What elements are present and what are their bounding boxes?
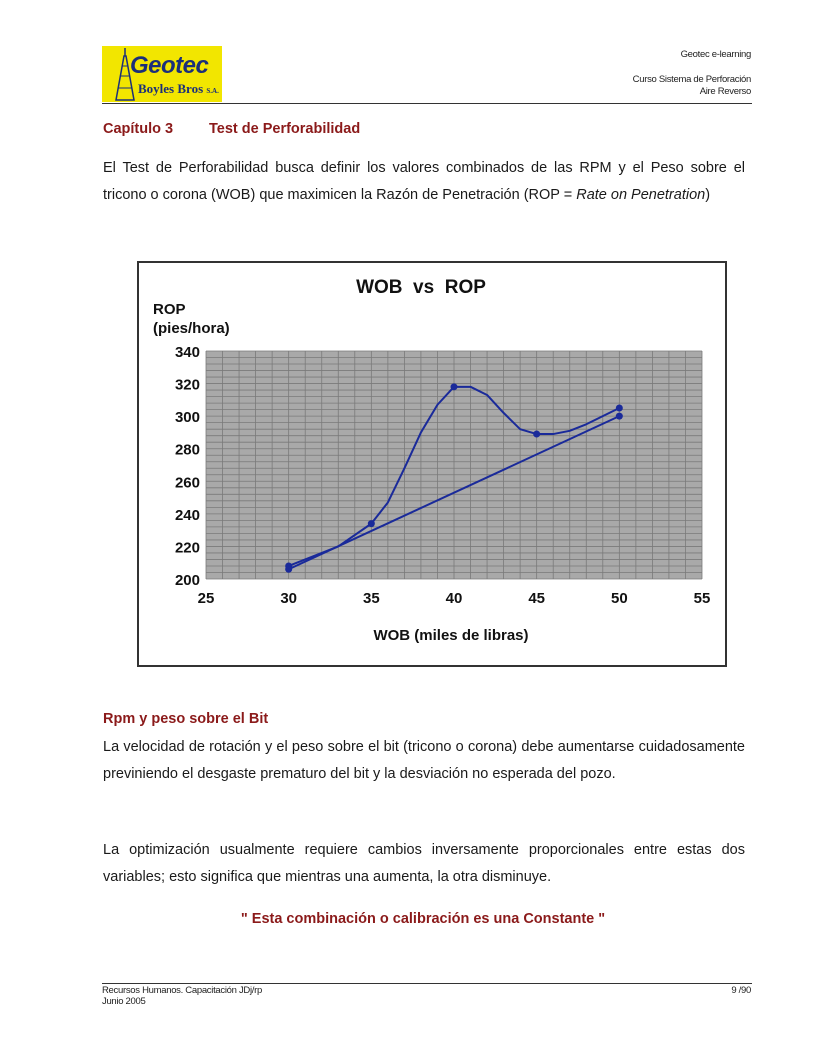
y-tick-label: 340: [174, 344, 200, 361]
x-tick-label: 30: [280, 590, 298, 607]
series-2-point: [285, 566, 292, 573]
x-tick-label: 40: [445, 590, 463, 607]
series-1-point: [368, 520, 375, 527]
logo-subtitle: Boyles Bros S.A.: [138, 81, 219, 96]
chart-canvas: [139, 263, 725, 665]
x-tick-label: 25: [197, 590, 215, 607]
y-tick-label: 300: [174, 409, 200, 427]
y-tick-label: 240: [174, 506, 200, 524]
footer-left: [102, 985, 262, 1007]
series-1-point: [451, 383, 458, 390]
chart-title: WOB vs ROP: [356, 277, 486, 298]
section-paragraph-2: La optimización usualmente requiere cambios inversamente proporcionales entre estas dos variables; esto significa que mientras una aumenta, la otra disminuye.: [103, 842, 745, 885]
section-title: Rpm y peso sobre el Bit: [103, 711, 269, 727]
header-subcourse: Aire Reverso: [699, 86, 751, 97]
y-tick-label: 320: [174, 376, 200, 394]
footer-divider: [102, 983, 752, 984]
y-tick-label: 280: [174, 441, 200, 459]
series-1-point: [616, 405, 623, 412]
highlight-quote: " Esta combinación o calibración es una Constante ": [240, 911, 606, 927]
series-2-point: [616, 413, 623, 420]
geotec-logo: [102, 46, 222, 102]
logo-wordmark: Geotec: [130, 52, 209, 79]
chart-ylabel-line1: ROP: [153, 301, 186, 318]
page-number: 9 /90: [731, 985, 751, 996]
x-tick-label: 45: [528, 590, 546, 607]
chapter-title: Test de Perforabilidad: [209, 121, 361, 137]
chapter-heading: [103, 121, 361, 137]
y-tick-label: 200: [174, 572, 200, 589]
y-tick-label: 260: [174, 474, 200, 492]
x-tick-label: 35: [362, 590, 380, 607]
header-course: Curso Sistema de Perforación: [632, 74, 751, 85]
wob-rop-chart: [137, 261, 727, 667]
chapter-number: Capítulo 3: [103, 121, 174, 137]
y-tick-label: 220: [174, 539, 200, 557]
footer-credit: Recursos Humanos. Capacitación JDj/rp: [102, 985, 262, 996]
footer-date: Junio 2005: [102, 996, 146, 1007]
x-tick-label: 50: [610, 590, 628, 607]
section-paragraph-1: La velocidad de rotación y el peso sobre el bit (tricono o corona) debe aumentarse cuidadosamente previniendo el desgaste prematuro del bit y la desviación no esperada del pozo.: [103, 739, 745, 782]
header-title: Geotec e-learning: [680, 49, 751, 60]
x-tick-label: 55: [693, 590, 711, 607]
intro-paragraph: El Test de Perforabilidad busca definir los valores combinados de las RPM y el Peso sobre el tricono o corona (WOB) que maximicen la Razón de Penetración (ROP = Rate on Penetration): [103, 160, 745, 203]
series-1-point: [533, 431, 540, 438]
header-divider: [102, 103, 752, 104]
chart-ylabel-line2: (pies/hora): [153, 320, 230, 337]
chart-xlabel: WOB (miles de libras): [373, 627, 529, 644]
